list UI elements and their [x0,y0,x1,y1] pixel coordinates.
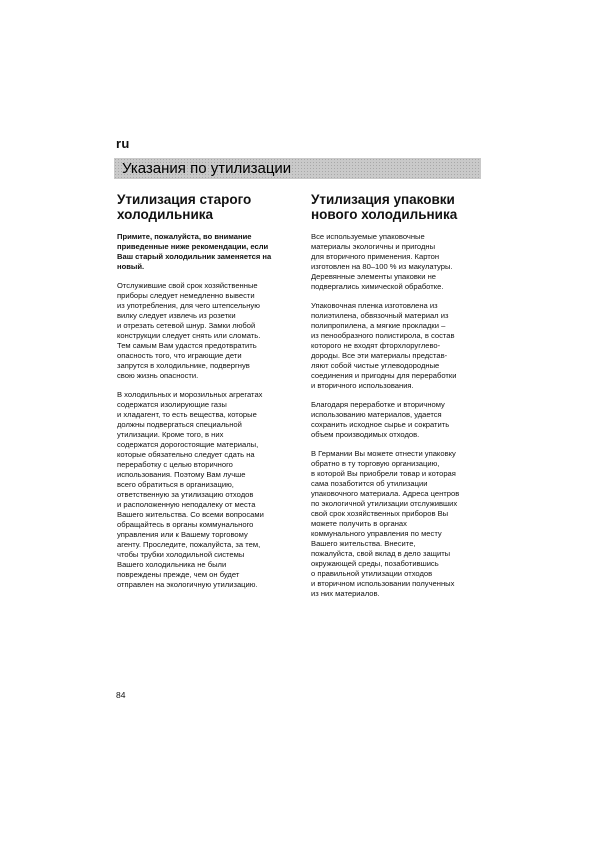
right-paragraph-4: В Германии Вы можете отнести упаковку обратно в ту торговую организацию, в которой Вы приобрели товар и которая сама позаботится об утилизации упаковочного материала. Адреса центров по экологичной утилизации отслуживших свой срок хозяйственных приборов Вы можете получить в органах коммунального управления по месту Вашего жительства. Внесите, пожалуйста, свой вклад в дело защиты окружающей среды, позаботившись о правильной утилизации отходов и вторичном использовании полученных из них материалов. [311,449,460,598]
right-column [311,192,486,608]
page-number: 84 [116,690,126,700]
language-code: ru [116,136,130,151]
left-lead-paragraph: Примите, пожалуйста, во внимание приведенные ниже рекомендации, если Ваш старый холодильник заменяется на новый. [117,232,272,271]
left-column-title: Утилизация старого холодильника [117,192,252,222]
section-header-bar [114,158,481,179]
right-paragraph-3: Благодаря переработке и вторичному использованию материалов, удается сохранить исходное сырье и сократить объем производимых отходов. [311,400,450,439]
left-paragraph-1: Отслужившие свой срок хозяйственные приборы следует немедленно вывести из употребления, для чего штепсельную вилку следует извлечь из розетки и отрезать сетевой шнур. Замки любой конструкции следует снять или сломать. Тем самым Вам удастся предотвратить опасность того, что играющие дети запрутся в холодильнике, подвергнув свою жизнь опасности. [117,281,261,380]
right-column-title: Утилизация упаковки нового холодильника [311,192,458,222]
right-paragraph-1: Все используемые упаковочные материалы экологичны и пригодны для вторичного применения. Картон изготовлен на 80–100 % из макулатуры. Деревянные элементы упаковки не подвергались химической обработке. [311,232,453,291]
right-paragraph-2: Упаковочная пленка изготовлена из полиэтилена, обвязочный материал из полипропилена, а мягкие прокладки – из пенообразного полистирола, в состав которого не входят фторхлоруглево- дороды. Все эти материалы представ- ляют собой чистые углеводородные соединения и пригодны для переработки и вторичного использования. [311,301,457,390]
left-paragraph-2: В холодильных и морозильных агрегатах содержатся изолирующие газы и хладагент, то есть вещества, которые должны подвергаться специальной утилизации. Кроме того, в них содержатся дорогостоящие материалы, которые обязательно следует сдать на переработку с целью вторичного использования. Поэтому Вам лучше всего обратиться в организацию, ответственную за утилизацию отходов и расположенную неподалеку от места Вашего жительства. Со всеми вопросами обращайтесь в органы коммунального управления или к Вашему торговому агенту. Проследите, пожалуйста, за тем, чтобы трубки холодильной системы Вашего холодильника не были повреждены прежде, чем он будет отправлен на экологичную утилизацию. [117,390,264,589]
section-title: Указания по утилизации [122,160,292,177]
left-column [117,192,292,599]
